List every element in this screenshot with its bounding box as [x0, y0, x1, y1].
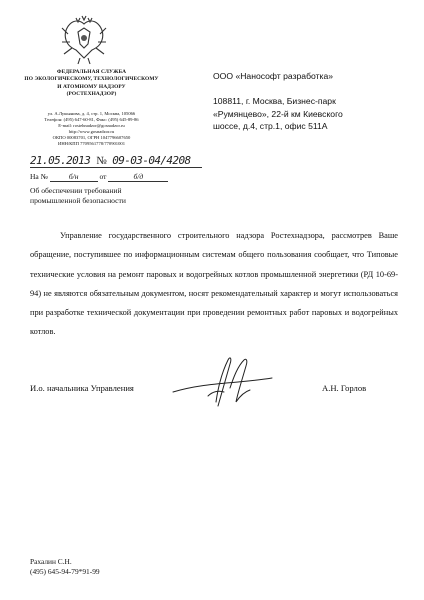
recipient-address-line: шоссе, д.4, стр.1, офис 511А — [213, 121, 328, 132]
registration-date: 21.05.2013 — [30, 154, 91, 167]
letter-body: Управление государственного строительного надзора Ростехнадзора, рассмотрев Ваше обращение, поступившее по информационным системам общего пользования сообщает, что Типовые технические условия на ремонт паровых и водогрейных котлов промышленной энергетики (РД 10-69-94) не являются обязательным документом, носят рекомендательный характер и могут использоваться при разработке технической документации при проведении ремонтных работ паровых и водогрейных котлов. — [30, 231, 398, 337]
recipient-name: ООО «Нанософт разработка» — [213, 71, 334, 81]
registration-underline — [30, 167, 202, 168]
subject — [30, 186, 126, 207]
signer-position: И.о. начальника Управления — [30, 383, 134, 393]
signer-name: А.Н. Горлов — [322, 383, 367, 393]
recipient — [213, 70, 413, 133]
org-contacts — [14, 111, 169, 147]
reference-number: б/н — [50, 172, 98, 182]
reference-line — [30, 172, 168, 182]
org-okpo-ogrn: ОКПО 00083701, ОГРН 1047796607650 — [52, 135, 131, 141]
org-address: ул. А.Лукьянова, д. 4, стр. 1, Москва, 105066 — [47, 111, 136, 116]
handwritten-signature — [168, 352, 278, 412]
registration-number: 09-03-04/4208 — [112, 154, 191, 167]
reference-from: от — [99, 172, 107, 181]
subject-line: Об обеспечении требований — [30, 186, 122, 195]
registration-number-prefix: № — [96, 155, 107, 167]
org-website: http://www.gosnadzor.ru — [68, 129, 115, 135]
recipient-address-line: 108811, г. Москва, Бизнес-парк — [213, 96, 336, 107]
org-name-line: ПО ЭКОЛОГИЧЕСКОМУ, ТЕХНОЛОГИЧЕСКОМУ — [24, 76, 159, 83]
org-name-line: (РОСТЕХНАДЗОР) — [66, 90, 117, 97]
executor-name: Рахалин С.Н. — [30, 557, 72, 566]
org-name — [14, 69, 169, 98]
registration-line — [30, 154, 191, 167]
org-name-line: И АТОМНОМУ НАДЗОРУ — [57, 83, 126, 90]
subject-line: промышленной безопасности — [30, 196, 126, 206]
org-phone-fax: Телефон: (495) 647-60-81, Факс: (495) 645-89-86 — [44, 117, 139, 123]
org-inn-kpp: ИНН/КПП 7709561778/770901001 — [58, 141, 125, 147]
executor — [30, 557, 100, 578]
recipient-address-line: «Румянцево», 22-й км Киевского — [213, 108, 343, 119]
executor-phone: (495) 645-94-79*91-99 — [30, 567, 100, 577]
reference-prefix: На № — [30, 172, 48, 181]
org-email: E-mail: rostehnadzor@gosnadzor.ru — [58, 123, 125, 129]
reference-date: б/д — [108, 172, 168, 182]
org-name-line: ФЕДЕРАЛЬНАЯ СЛУЖБА — [56, 69, 127, 75]
coat-of-arms-icon — [58, 14, 110, 66]
